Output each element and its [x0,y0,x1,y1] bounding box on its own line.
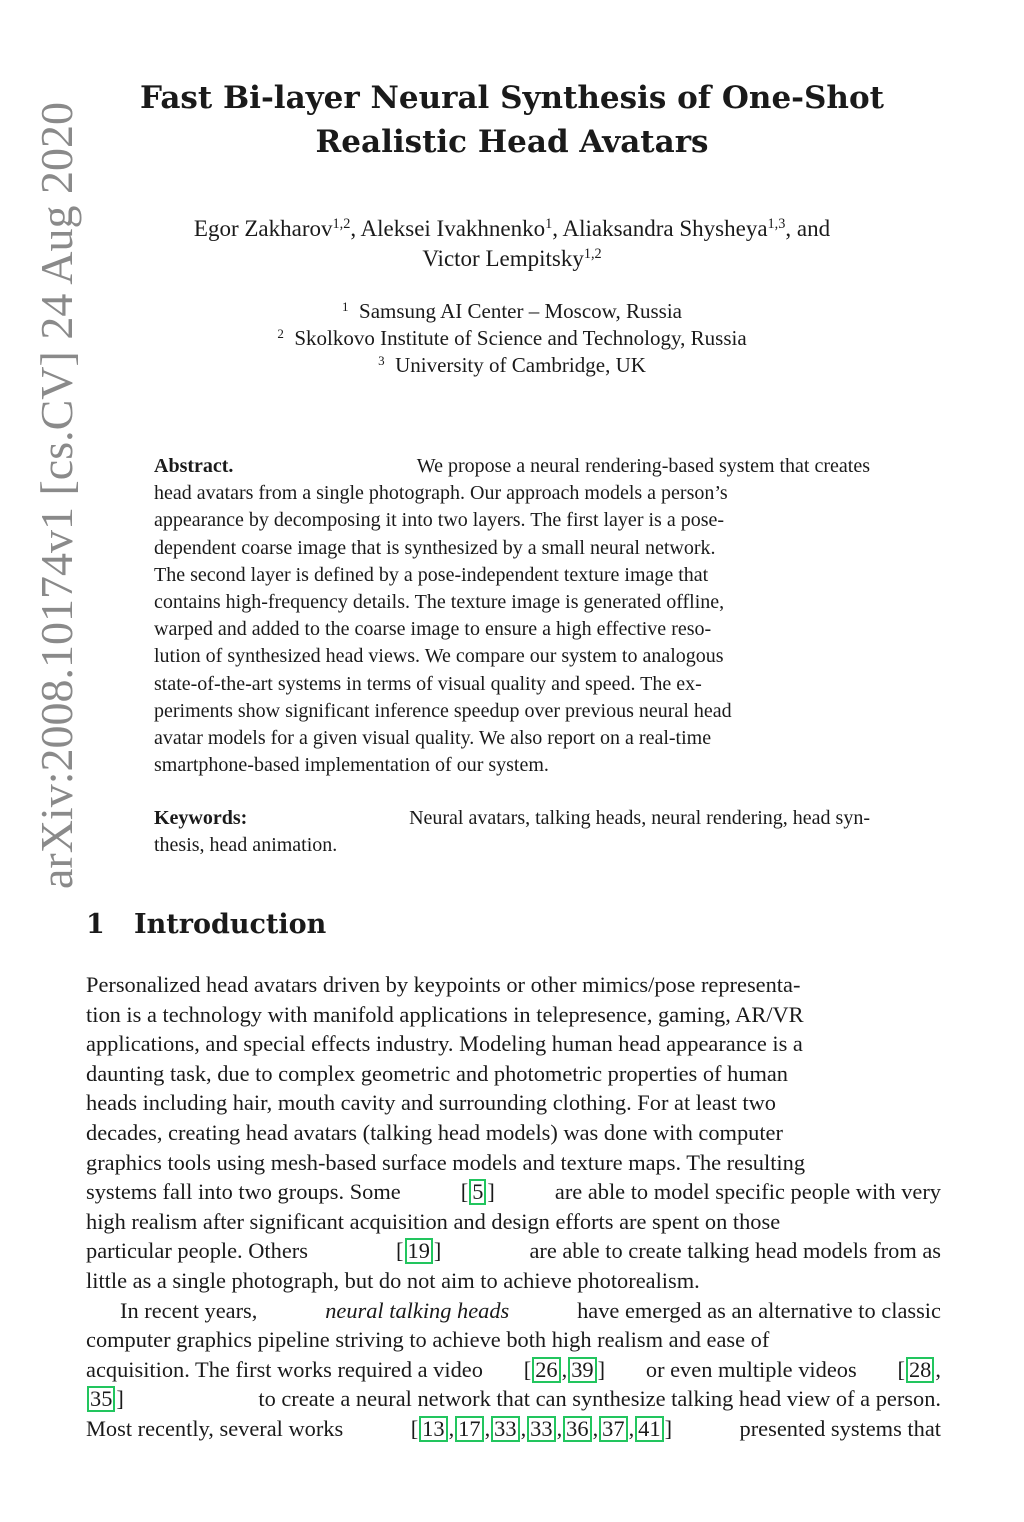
author-name: Victor Lempitsky [422,246,584,271]
abstract-text: contains high-frequency details. The texture image is generated offline, [154,590,725,613]
body-text-span: or even multiple videos [645,1356,857,1382]
abstract-text: periments show significant inference speedup over previous neural head [154,699,732,722]
author-separator: , [552,216,563,241]
body-text-span: systems fall into two groups. Some [86,1179,401,1205]
body-text-span: In recent years, [120,1297,258,1323]
body-text-span: Personalized head avatars driven by keypoints or other mimics/pose representa- [86,972,801,997]
author-affil-sup: 1,2 [583,246,602,263]
body-text-span: presented systems that [739,1415,941,1441]
arxiv-sidebar [28,40,86,950]
body-line [86,1118,941,1148]
body-line [86,1148,941,1178]
affiliation-list [110,298,914,379]
body-line [86,1000,941,1030]
citation-link[interactable]: 17 [455,1416,483,1442]
abstract-text: state-of-the-art systems in terms of visual quality and speed. The ex- [154,672,702,695]
body-line [86,1414,941,1444]
citation-link[interactable]: 26 [532,1357,560,1383]
abstract-line [154,480,870,507]
keywords-label: Keywords: [154,807,248,829]
affiliation-text: Samsung AI Center – Moscow, Russia [359,299,682,323]
abstract-text: head avatars from a single photograph. Our approach models a person’s [154,482,728,505]
body-line: acquisition. The first works required a video [ 26 , 39 ] or even multiple videos [ 28 , [86,1355,941,1385]
abstract-text: lution of synthesized head views. We compare our system to analogous [154,645,724,668]
abstract-line [154,725,870,752]
section-heading [86,905,326,945]
abstract [154,453,870,779]
body-line [86,970,941,1000]
citation-link[interactable]: 33 [527,1416,555,1442]
body-line [86,1296,941,1326]
author-name: Egor Zakharov [193,216,333,241]
body-text-span: particular people. Others [86,1238,308,1264]
affiliation-sup: 3 [378,352,385,368]
abstract-line [154,562,870,589]
affiliation [110,325,914,352]
body-text [86,970,941,1444]
body-text-span: tion is a technology with manifold applications in telepresence, gaming, AR/VR [86,1001,804,1027]
section-number: 1 [86,909,105,940]
affiliation-sup: 1 [342,298,349,314]
abstract-text: The second layer is defined by a pose-independent texture image that [154,563,709,586]
keywords-text: Neural avatars, talking heads, neural rendering, head syn- [409,807,870,829]
body-text-span: are able to create talking head models from as [529,1238,941,1264]
body-text-span: graphics tools using mesh-based surface models and texture maps. The resulting [86,1149,806,1175]
body-text-span: high realism after significant acquisition and design efforts are spent on those [86,1208,781,1234]
abstract-line [154,535,870,562]
abstract-line [154,589,870,616]
author-separator: , [350,216,361,241]
citation-link[interactable]: 37 [599,1416,627,1442]
author-name: Aleksei Ivakhnenko [360,216,546,241]
body-line [86,1207,941,1237]
abstract-line [154,507,870,534]
body-line [86,1325,941,1355]
body-text-span: applications, and special effects industry. Modeling human head appearance is a [86,1031,803,1057]
body-line [86,1059,941,1089]
citation-link[interactable]: 36 [563,1416,591,1442]
affiliation [110,298,914,325]
author-list [110,214,914,274]
abstract-line [154,752,870,779]
author-name: Aliaksandra Shysheya [562,216,768,241]
keywords-line [154,805,870,832]
body-text-span: have emerged as an alternative to classic [577,1297,941,1323]
abstract-line [154,671,870,698]
abstract-line [154,698,870,725]
abstract-line [154,643,870,670]
author-affil-sup: 1,2 [332,216,351,233]
body-text-span: acquisition. The first works required a video [86,1356,483,1382]
affiliation-text: University of Cambridge, UK [395,353,646,377]
body-text-span: heads including hair, mouth cavity and surrounding clothing. For at least two [86,1090,776,1116]
body-line: 35 ] to create a neural network that can synthesize talking head view of a person. [86,1384,941,1414]
body-text-span: decades, creating head avatars (talking head models) was done with computer [86,1119,783,1145]
abstract-line [154,453,870,480]
body-text-span: to create a neural network that can synthesize talking head view of a person. [258,1386,941,1412]
section-title: Introduction [134,909,327,940]
citation-group: [ 13 , 17 , 33 , 33 , 36 , 37 , 41 ] [410,1415,673,1441]
citation-link[interactable]: 13 [419,1416,447,1442]
citation-link[interactable]: 35 [87,1386,115,1412]
citation-link[interactable]: 33 [491,1416,519,1442]
body-emphasis: neural talking heads [325,1297,510,1323]
body-line: systems fall into two groups. Some [ 5 ] are able to model specific people with very [86,1177,941,1207]
body-text-span: little as a single photograph, but do not aim to achieve photorealism. [86,1267,700,1293]
body-line [86,1029,941,1059]
abstract-text: warped and added to the coarse image to ensure a high effective reso- [154,618,712,641]
abstract-text: appearance by decomposing it into two layers. The first layer is a pose- [154,509,725,532]
keywords [154,805,870,859]
title-line-2: Realistic Head Avatars [315,124,709,160]
citation-link[interactable]: 39 [568,1357,596,1383]
body-text-span: daunting task, due to complex geometric and photometric properties of human [86,1060,789,1086]
affiliation-text: Skolkovo Institute of Science and Technology, Russia [294,326,747,350]
abstract-text: dependent coarse image that is synthesized by a small neural network. [154,536,716,559]
title-line-1: Fast Bi-layer Neural Synthesis of One-Shot [140,80,884,116]
body-line: particular people. Others [ 19 ] are able to create talking head models from as [86,1236,941,1266]
body-line [86,1088,941,1118]
abstract-text: We propose a neural rendering-based system that creates [416,455,870,477]
keywords-line [154,832,870,859]
body-text-span: Most recently, several works [86,1415,344,1441]
paper-title [110,76,914,164]
affiliation-sup: 2 [277,325,284,341]
abstract-label: Abstract. [154,455,234,477]
body-line [86,1266,941,1296]
abstract-text: smartphone-based implementation of our system. [154,754,549,777]
affiliation [110,352,914,379]
author-separator: , and [785,216,831,241]
author-line-1 [110,214,914,244]
keywords-text: thesis, head animation. [154,834,338,857]
author-line-2 [110,244,914,274]
body-text-span: computer graphics pipeline striving to achieve both high realism and ease of [86,1327,770,1353]
abstract-text: avatar models for a given visual quality. We also report on a real-time [154,726,712,749]
citation-link[interactable]: 19 [405,1238,433,1264]
author-affil-sup: 1,3 [767,216,786,233]
citation-link[interactable]: 5 [469,1179,486,1205]
citation-link[interactable]: 41 [635,1416,663,1442]
citation-link[interactable]: 28 [906,1357,934,1383]
author-affil-sup: 1 [545,216,553,233]
body-text-span: are able to model specific people with very [554,1179,941,1205]
arxiv-identifier: arXiv:2008.10174v1 [cs.CV] 24 Aug 2020 [31,101,83,889]
abstract-line [154,616,870,643]
